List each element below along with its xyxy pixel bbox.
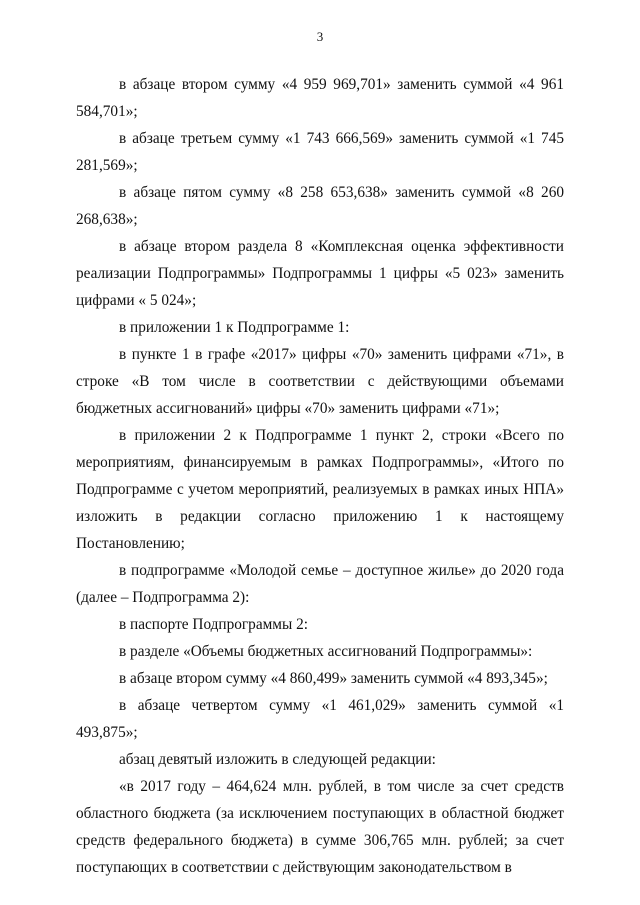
paragraph: в пункте 1 в графе «2017» цифры «70» заменить цифрами «71», в строке «В том числе в соответствии с действующими объемами бюджетных ассигнований» цифры «70» заменить цифрами «71»; (76, 346, 564, 417)
paragraph: в паспорте Подпрограммы 2: (119, 616, 308, 633)
paragraph: в подпрограмме «Молодой семье – доступное жилье» до 2020 года (далее – Подпрограмма 2): (76, 562, 564, 606)
paragraph: в приложении 2 к Подпрограмме 1 пункт 2, строки «Всего по мероприятиям, финансируемым в рамках Подпрограммы», «Итого по Подпрограмме с учетом мероприятий, реализуемых в рамках иных НПА» изложить в редакции согласно приложению 1 к настоящему Постановлению; (76, 427, 564, 552)
paragraph: в абзаце втором раздела 8 «Комплексная оценка эффективности реализации Подпрограммы» Подпрограммы 1 цифры «5 023» заменить цифрами « 5 024»; (76, 238, 564, 309)
paragraph: абзац девятый изложить в следующей редакции: (119, 751, 436, 768)
paragraph: в абзаце четвертом сумму «1 461,029» заменить суммой «1 493,875»; (76, 697, 564, 741)
paragraph: в разделе «Объемы бюджетных ассигнований Подпрограммы»: (119, 643, 533, 660)
page-number: 3 (316, 29, 324, 44)
paragraph: в абзаце третьем сумму «1 743 666,569» заменить суммой «1 745 281,569»; (76, 130, 564, 174)
paragraph: в абзаце втором сумму «4 959 969,701» заменить суммой «4 961 584,701»; (76, 76, 564, 120)
paragraph: в абзаце пятом сумму «8 258 653,638» заменить суммой «8 260 268,638»; (76, 184, 564, 228)
paragraph: в приложении 1 к Подпрограмме 1: (119, 319, 350, 336)
document-body (76, 71, 564, 881)
paragraph: в абзаце втором сумму «4 860,499» заменить суммой «4 893,345»; (119, 670, 548, 687)
paragraph: «в 2017 году – 464,624 млн. рублей, в том числе за счет средств областного бюджета (за исключением поступающих в областной бюджет средств федерального бюджета) в сумме 306,765 млн. рублей; за счет поступающих в соответствии с действующим законодательством в (76, 778, 564, 876)
